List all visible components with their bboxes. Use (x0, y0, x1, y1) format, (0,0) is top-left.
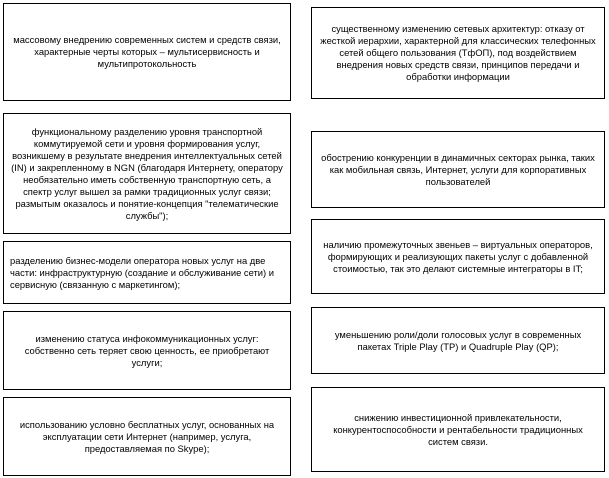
factor-text: функциональному разделению уровня транспортной коммутируемой сети и уровня формирования услуг, возникшему в результате внедрения интеллектуальных сетей (IN) и закрепленному в NGN (благодаря Интернету, оператору необязательно иметь собственную транспортную сеть, а спектр услуг вышел за рамки традиционных услуг связи; размытым оказалось и понятие-концепция "телематические службы"); (11, 125, 283, 221)
factor-text: разделению бизнес-модели оператора новых услуг на две части: инфраструктурную (создание и обслуживание сети) и сервисную (связанную с маркетингом); (10, 254, 274, 290)
factor-box-voice-share-decline (311, 307, 605, 374)
factor-text: снижению инвестиционной привлекательности, конкурентоспособности и рентабельности традиционных систем связи. (333, 411, 583, 447)
factor-box-virtual-operators (311, 219, 605, 294)
factor-text: обострению конкуренции в динамичных секторах рынка, таких как мобильная связь, Интернет, услуги для корпоративных пользователей (321, 151, 595, 187)
factor-text: массовому внедрению современных систем и средств связи, характерные черты которых – мультисервисность и мультипротокольность (13, 34, 281, 69)
factor-text: существенному изменению сетевых архитектур: отказу от жесткой иерархии, характерной для классических телефонных сетей общего пользования (ТфОП), под воздействием внедрения новых средств связи, принципов передачи и обработки информации (320, 23, 596, 82)
factor-box-free-internet-services (3, 397, 291, 476)
factor-text: уменьшению роли/доли голосовых услуг в современных пакетах Triple Play (TP) и Quadruple Play (QP); (334, 328, 582, 352)
factor-box-investment-attractiveness-decline (311, 387, 605, 472)
factor-box-functional-separation (3, 113, 291, 234)
factor-text: наличию промежуточных звеньев – виртуальных операторов, формирующих и реализующих пакеты услуг с добавленной стоимостью, так это делают системные интеграторы в IT; (323, 238, 593, 274)
factor-box-service-status-change (3, 311, 291, 390)
factor-box-business-model-split (3, 241, 291, 304)
factor-text: использованию условно бесплатных услуг, основанных на эксплуатации сети Интернет (например, услуга, предоставляемая по Skype); (19, 418, 275, 454)
factor-box-network-architecture-change (311, 7, 605, 99)
factor-box-mass-adoption (3, 3, 291, 101)
factor-text: изменению статуса инфокоммуникационных услуг: собственно сеть теряет свою ценность, ее приобретают услуги; (24, 332, 270, 368)
factor-box-competition-intensification (311, 131, 605, 208)
